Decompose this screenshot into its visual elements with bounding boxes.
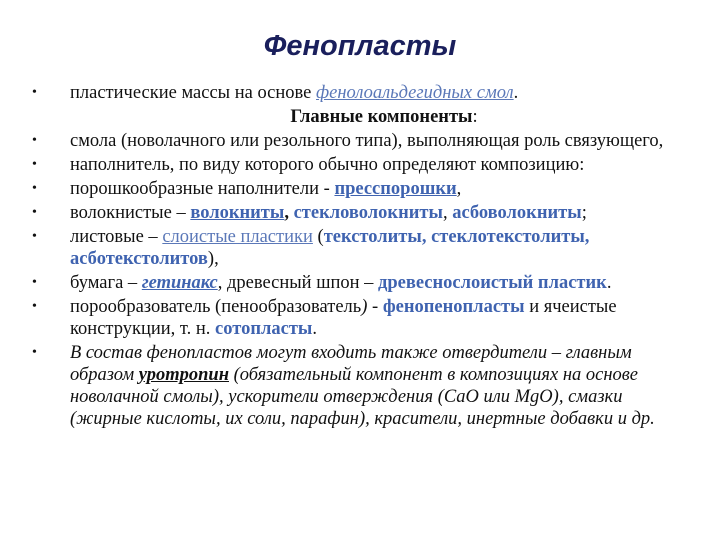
- list-item: [28, 296, 698, 340]
- list-item: [28, 130, 698, 152]
- bullet-icon: •: [32, 181, 37, 196]
- link-presspowders[interactable]: пресспорошки: [334, 179, 457, 199]
- item1-text: пластические массы на основе: [70, 83, 316, 103]
- item6-open: (: [312, 227, 324, 247]
- item9-text2: (обязательный компонент в композициях на основе новолачной смолы), ускорители отверждения (CaO или MgO), смазки (жирные кислоты, их соли, парафин), красители, инертные добавки и др.: [70, 365, 655, 429]
- item4-end: ,: [456, 179, 462, 199]
- item3-text: наполнитель, по виду которого обычно определяют композицию:: [70, 155, 585, 175]
- list-item: [28, 272, 698, 294]
- bullet-icon: •: [32, 133, 37, 148]
- list-item: [28, 226, 698, 270]
- subheading-colon: :: [472, 107, 478, 127]
- item1-end: .: [513, 83, 519, 103]
- item9-text1: В состав фенопластов могут входить также отвердители – главным образом: [70, 343, 632, 385]
- item8-text: порообразователь (пенообразователь: [70, 297, 362, 317]
- bullet-icon: •: [32, 157, 37, 172]
- bullet-icon: •: [32, 299, 37, 314]
- item4-text: порошкообразные наполнители -: [70, 179, 335, 199]
- item5-sep1: ,: [284, 203, 294, 223]
- list-item: [28, 342, 698, 430]
- bullet-icon: •: [32, 275, 37, 290]
- item2-text: смола (новолачного или резольного типа), выполняющая роль связующего,: [70, 131, 664, 151]
- item7-end: .: [606, 273, 612, 293]
- item6-text: листовые –: [70, 227, 163, 247]
- link-fibrites[interactable]: волокниты: [190, 203, 285, 223]
- link-laminated-plastics[interactable]: слоистые пластики: [162, 227, 313, 247]
- list-item: [28, 178, 698, 200]
- item8-mid: и ячеистые конструкции, т. н.: [70, 297, 617, 339]
- item5-end: ;: [581, 203, 587, 223]
- item8-honeycomb: сотопласты: [215, 319, 313, 339]
- link-getinax[interactable]: гетинакс: [141, 273, 218, 293]
- bullet-icon: •: [32, 205, 37, 220]
- item9-urotropin: уротропин: [138, 365, 229, 385]
- item8-end: .: [312, 319, 317, 339]
- bullet-icon: •: [32, 229, 37, 244]
- item5-sep2: ,: [442, 203, 453, 223]
- item5-asbestos-fibrites: асбоволокниты: [452, 203, 582, 223]
- item6-end: ),: [207, 249, 219, 269]
- link-phenol-resins[interactable]: фенолоальдегидных смол: [316, 83, 514, 103]
- item7-mid: , древесный шпон –: [217, 273, 378, 293]
- subheading: [28, 106, 698, 128]
- item8-paren: ): [361, 297, 368, 317]
- slide-title: Фенопласты: [263, 30, 457, 62]
- list-item: [28, 202, 698, 224]
- item7-wood-laminate: древеснослоистый пластик: [378, 273, 607, 293]
- content-list: [28, 82, 698, 432]
- item7-text: бумага –: [70, 273, 142, 293]
- bullet-icon: •: [32, 85, 37, 100]
- subheading-label: Главные компоненты: [290, 107, 473, 127]
- item8-phenofoams: фенопенопласты: [382, 297, 525, 317]
- item5-glass-fibrites: стекловолокниты: [293, 203, 443, 223]
- list-item: [28, 82, 698, 104]
- bullet-icon: •: [32, 345, 37, 360]
- list-item: [28, 154, 698, 176]
- item5-text: волокнистые –: [70, 203, 191, 223]
- item6-textolites: текстолиты, стеклотекстолиты, асботекстолитов: [70, 227, 590, 269]
- item8-dash: -: [367, 297, 383, 317]
